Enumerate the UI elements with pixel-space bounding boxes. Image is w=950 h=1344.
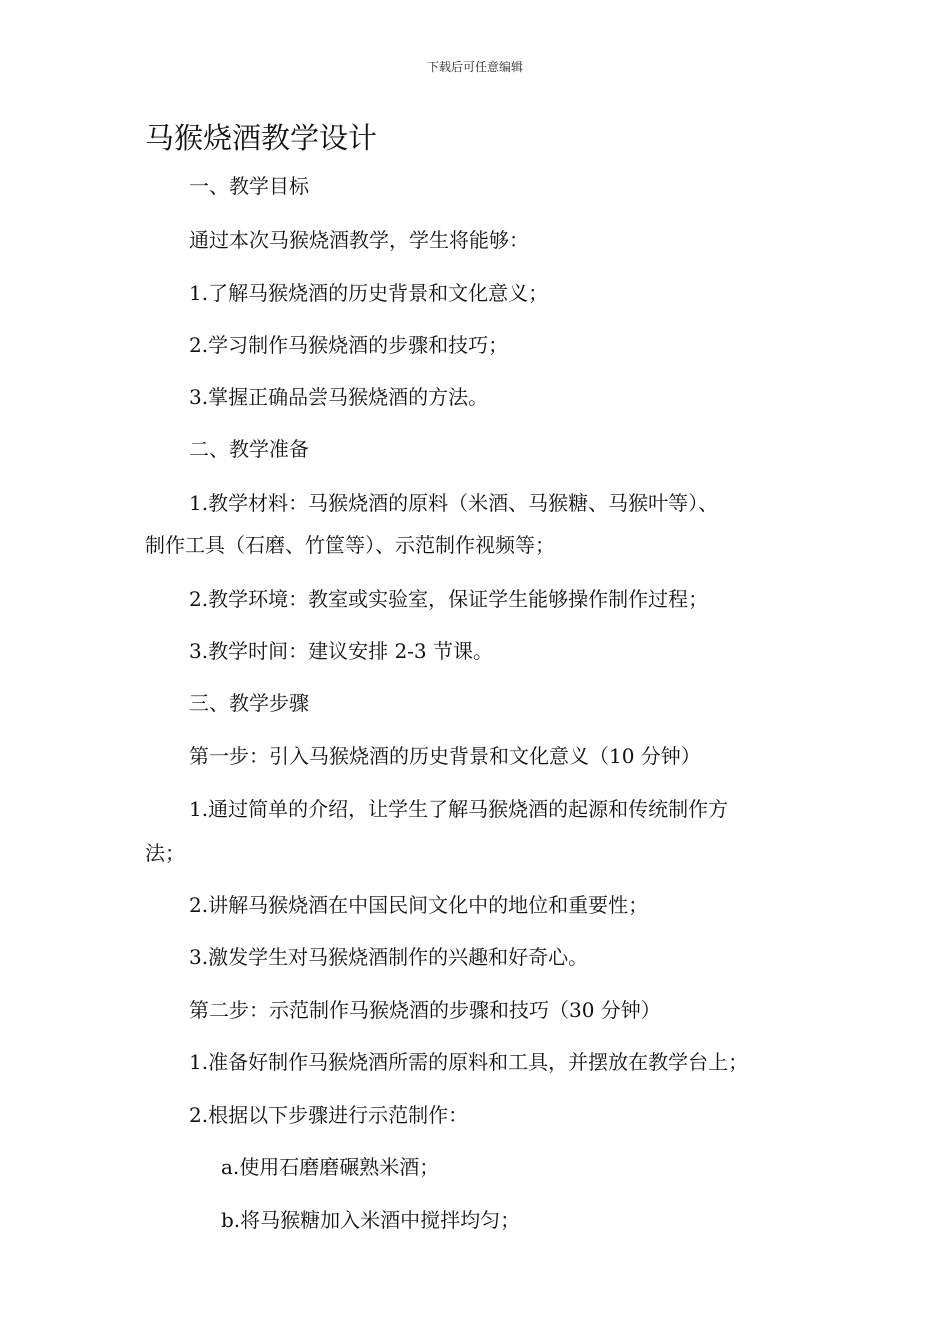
list-item: 3.掌握正确品尝马猴烧酒的方法。 (189, 385, 489, 409)
list-item-continuation: 法； (145, 841, 185, 865)
list-item: 1.通过简单的介绍，让学生了解马猴烧酒的起源和传统制作方 (189, 797, 729, 821)
header-note: 下载后可任意编辑 (426, 60, 523, 74)
list-item: 2.根据以下步骤进行示范制作： (189, 1103, 469, 1127)
sub-list-item: a.使用石磨磨碾熟米酒； (221, 1155, 440, 1179)
list-item-continuation: 制作工具（石磨、竹筐等）、示范制作视频等； (145, 533, 555, 557)
list-item: 1.准备好制作马猴烧酒所需的原料和工具，并摆放在教学台上； (189, 1050, 749, 1074)
list-item: 2.学习制作马猴烧酒的步骤和技巧； (189, 333, 509, 357)
list-item: 2.讲解马猴烧酒在中国民间文化中的地位和重要性； (189, 893, 649, 917)
section-heading-objectives: 一、教学目标 (189, 174, 309, 198)
step-heading: 第一步：引入马猴烧酒的历史背景和文化意义（10 分钟） (189, 744, 701, 768)
list-item: 3.激发学生对马猴烧酒制作的兴趣和好奇心。 (189, 945, 589, 969)
list-item: 1.教学材料：马猴烧酒的原料（米酒、马猴糖、马猴叶等）、 (189, 491, 719, 515)
paragraph: 通过本次马猴烧酒教学，学生将能够： (189, 228, 529, 252)
sub-list-item: b.将马猴糖加入米酒中搅拌均匀； (221, 1208, 521, 1232)
page-title: 马猴烧酒教学设计 (145, 121, 378, 155)
list-item: 3.教学时间：建议安排 2-3 节课。 (189, 639, 494, 663)
step-heading: 第二步：示范制作马猴烧酒的步骤和技巧（30 分钟） (189, 998, 661, 1022)
section-heading-preparation: 二、教学准备 (189, 437, 309, 461)
list-item: 2.教学环境：教室或实验室，保证学生能够操作制作过程； (189, 587, 709, 611)
section-heading-steps: 三、教学步骤 (189, 691, 309, 715)
list-item: 1.了解马猴烧酒的历史背景和文化意义； (189, 281, 549, 305)
